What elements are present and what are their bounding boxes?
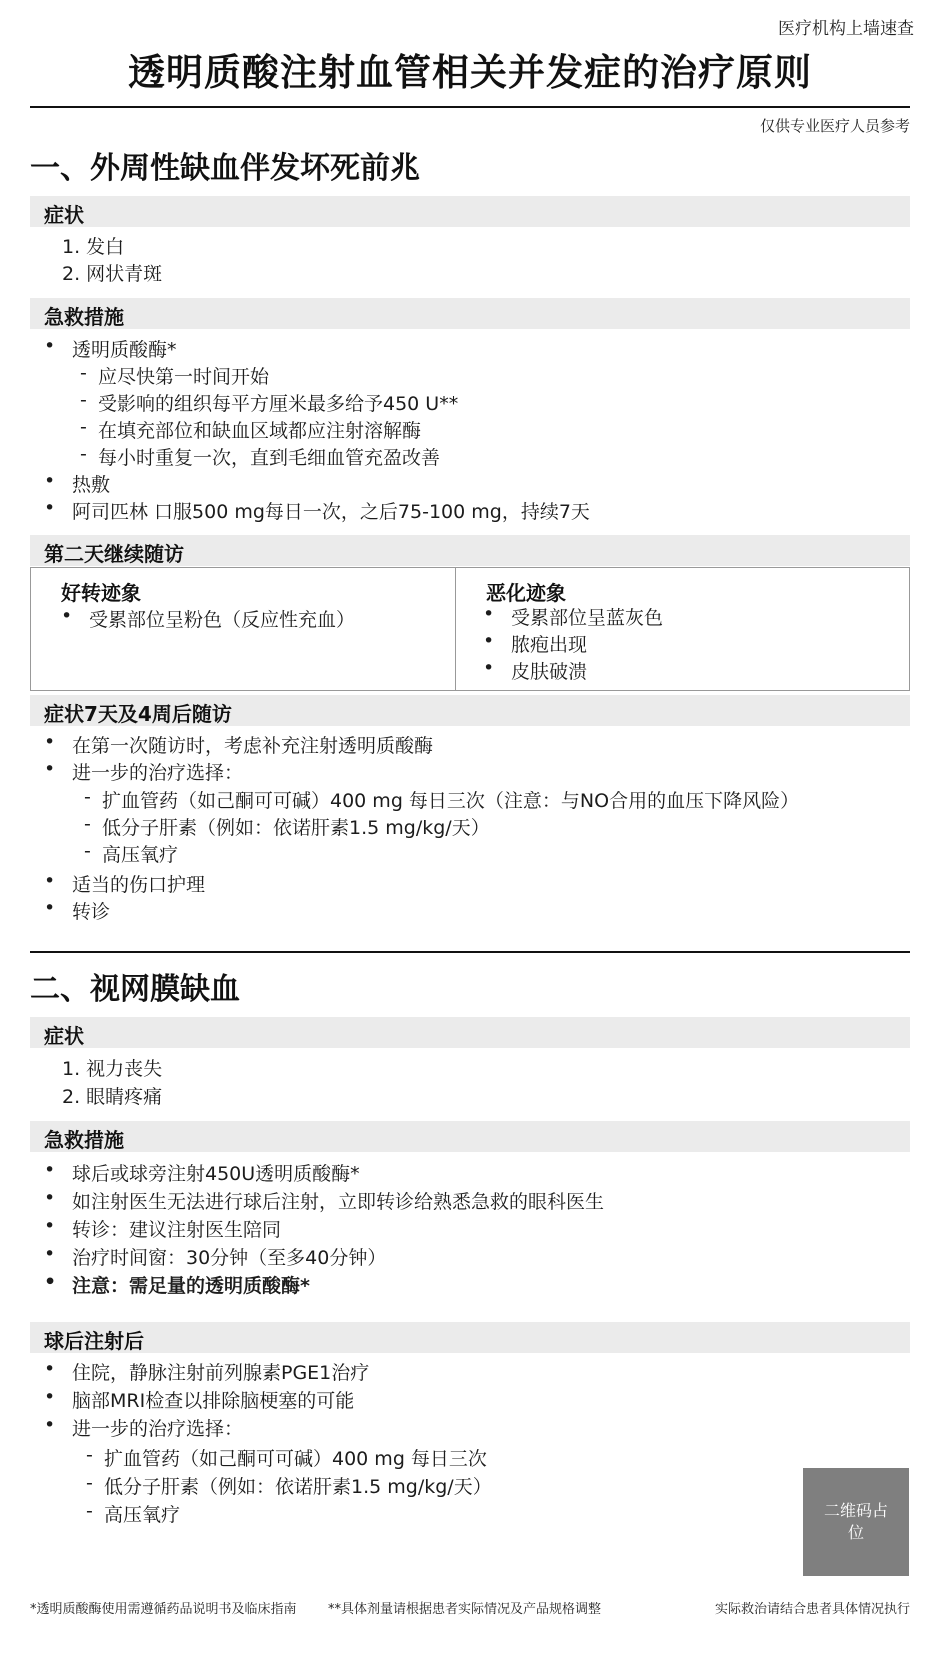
s1-emergency-item: • 热敷 [72, 470, 110, 497]
worsen-sign-item: • 脓疱出现 [511, 630, 587, 657]
s1-emergency-label: 急救措施 [44, 305, 124, 329]
s2-symptoms-label: 症状 [44, 1024, 84, 1048]
s1-symptoms-bar [30, 196, 910, 227]
s2-emergency-item: • 球后或球旁注射450U透明质酸酶* [72, 1159, 360, 1186]
s1-emergency-subitem: - 应尽快第一时间开始 [98, 362, 269, 389]
s1-followup-item: • 转诊 [72, 897, 110, 924]
s1-symptom-item: 2. 网状青斑 [62, 263, 163, 285]
improve-signs-title: 好转迹象 [61, 581, 141, 605]
s2-symptom-item: 1. 视力丧失 [62, 1058, 163, 1080]
qr-code-label: 二维码占位 [823, 1501, 888, 1542]
s1-emergency-item: • 阿司匹林 口服500 mg每日一次，之后75-100 mg，持续7天 [72, 497, 590, 524]
header-tag: 医疗机构上墙速查 [778, 19, 914, 39]
s2-after-bar [30, 1322, 910, 1353]
audience-note: 仅供专业医疗人员参考 [759, 117, 910, 135]
s2-emergency-item: • 转诊：建议注射医生陪同 [72, 1215, 281, 1242]
section-2-title: 二、视网膜缺血 [30, 972, 240, 1007]
s1-followup-label: 症状7天及4周后随访 [44, 702, 232, 726]
s1-emergency-item: • 透明质酸酶* [72, 335, 177, 362]
s2-emergency-bar [30, 1121, 910, 1152]
worsen-signs-title: 恶化迹象 [486, 581, 566, 605]
s1-followup-subitem: - 高压氧疗 [102, 840, 178, 867]
s2-after-subitem: - 低分子肝素（例如：依诺肝素1.5 mg/kg/天） [104, 1472, 492, 1499]
worsen-sign-item: • 皮肤破溃 [511, 657, 587, 684]
s1-emergency-subitem: - 在填充部位和缺血区域都应注射溶解酶 [98, 416, 421, 443]
s1-followup-item: • 进一步的治疗选择： [72, 758, 243, 785]
s2-after-subitem: - 高压氧疗 [104, 1500, 180, 1527]
s1-followup-item: • 适当的伤口护理 [72, 870, 205, 897]
improve-sign-item: • 受累部位呈粉色（反应性充血） [89, 605, 355, 632]
s1-emergency-subitem: - 受影响的组织每平方厘米最多给予450 U** [98, 389, 458, 416]
s1-emergency-bar [30, 298, 910, 329]
footer-note-2: **具体剂量请根据患者实际情况及产品规格调整 [328, 1602, 602, 1617]
qr-code-placeholder [803, 1468, 909, 1576]
s2-emergency-label: 急救措施 [44, 1128, 124, 1152]
worsen-sign-item: • 受累部位呈蓝灰色 [511, 603, 663, 630]
footer-note-1: *透明质酸酶使用需遵循药品说明书及临床指南 [30, 1602, 297, 1617]
s2-emergency-item: • 治疗时间窗：30分钟（至多40分钟） [72, 1243, 386, 1270]
s2-after-label: 球后注射后 [44, 1329, 144, 1353]
s2-emergency-item: • 如注射医生无法进行球后注射，立即转诊给熟悉急救的眼科医生 [72, 1187, 604, 1214]
s1-symptom-item: 1. 发白 [62, 236, 125, 258]
s1-followup-item: • 在第一次随访时，考虑补充注射透明质酸酶 [72, 731, 433, 758]
s1-day2-label: 第二天继续随访 [44, 542, 184, 566]
section-divider [30, 951, 910, 953]
followup-signs-box [30, 567, 910, 691]
section-1-title: 一、外周性缺血伴发坏死前兆 [30, 151, 420, 186]
s2-after-item: • 进一步的治疗选择： [72, 1414, 243, 1441]
s1-day2-bar [30, 535, 910, 566]
s2-symptom-item: 2. 眼睛疼痛 [62, 1086, 163, 1108]
s2-after-item: • 脑部MRI检查以排除脑梗塞的可能 [72, 1386, 354, 1413]
s1-followup-bar [30, 695, 910, 726]
box-divider [455, 568, 456, 690]
s2-after-subitem: - 扩血管药（如己酮可可碱）400 mg 每日三次 [104, 1444, 487, 1471]
s2-emergency-warning: • 注意：需足量的透明质酸酶* [72, 1271, 310, 1298]
s1-followup-subitem: - 低分子肝素（例如：依诺肝素1.5 mg/kg/天） [102, 813, 490, 840]
footer-note-3: 实际救治请结合患者具体情况执行 [714, 1602, 910, 1617]
page-title: 透明质酸注射血管相关并发症的治疗原则 [128, 51, 812, 94]
s2-symptoms-bar [30, 1017, 910, 1048]
s1-followup-subitem: - 扩血管药（如己酮可可碱）400 mg 每日三次（注意：与NO合用的血压下降风险） [102, 786, 799, 813]
title-divider [30, 106, 910, 108]
s2-after-item: • 住院，静脉注射前列腺素PGE1治疗 [72, 1358, 369, 1385]
s1-emergency-subitem: - 每小时重复一次，直到毛细血管充盈改善 [98, 443, 440, 470]
s1-symptoms-label: 症状 [44, 203, 84, 227]
